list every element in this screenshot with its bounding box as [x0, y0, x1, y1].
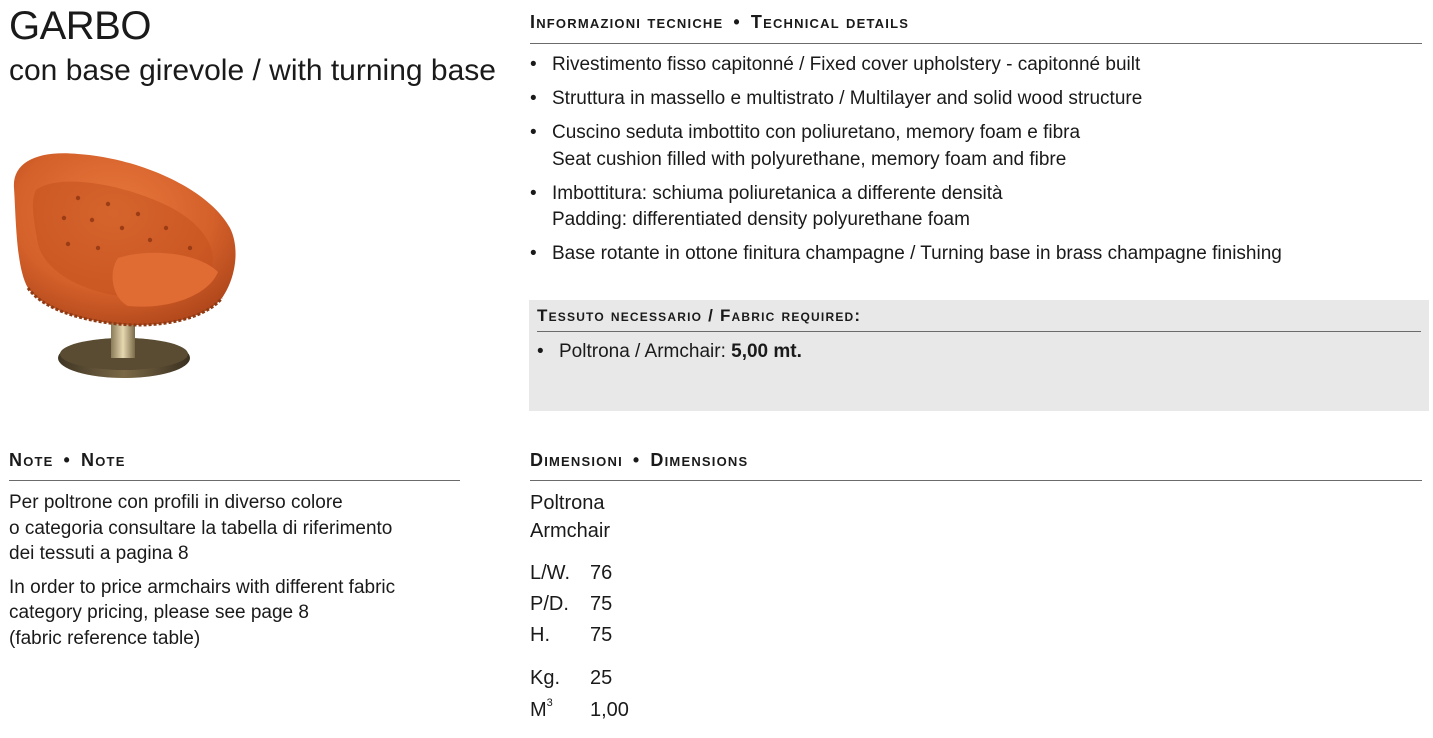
note-line: category pricing, please see page 8 [9, 602, 309, 623]
dim-value: 75 [590, 624, 613, 646]
dimensions-heading [530, 449, 748, 471]
notes-heading-en: Note [81, 450, 126, 470]
dim-value: 76 [590, 562, 613, 584]
technical-list [530, 52, 1425, 275]
dimensions-heading-en: Dimensions [650, 450, 749, 470]
fabric-item [537, 339, 802, 365]
dim-volume-unit: M [530, 699, 547, 721]
dim-height [530, 621, 612, 649]
technical-item [530, 241, 1425, 268]
technical-item-line: Struttura in massello e multistrato / Multilayer and solid wood structure [552, 88, 1143, 109]
dim-volume [530, 696, 629, 724]
dim-item-it: Poltrona [530, 492, 605, 514]
fabric-item-value: 5,00 mt. [731, 341, 802, 362]
product-title: GARBO [9, 4, 151, 48]
technical-item-line: Rivestimento fisso capitonné / Fixed cover upholstery - capitonné built [552, 54, 1141, 75]
dimensions-rule [530, 480, 1422, 481]
dim-value: 1,00 [590, 699, 629, 721]
technical-item-line: Seat cushion filled with polyurethane, memory foam and fibre [552, 148, 1067, 170]
note-line: o categoria consultare la tabella di riferimento [9, 517, 393, 539]
dim-value: 25 [590, 667, 613, 689]
fabric-heading: Tessuto necessario / Fabric required: [537, 306, 862, 325]
dim-volume-exponent: 3 [546, 697, 553, 710]
notes-heading-it: Note [9, 450, 54, 470]
dim-width [530, 559, 612, 587]
dim-depth [530, 590, 612, 618]
bullet: • [537, 341, 544, 362]
notes-body [9, 490, 469, 659]
dim-weight [530, 664, 612, 692]
dim-item-en: Armchair [530, 520, 611, 542]
dimensions-heading-it: Dimensioni [530, 450, 623, 470]
dim-label: Kg. [530, 667, 561, 689]
bullet: • [530, 88, 537, 109]
technical-item [530, 52, 1425, 79]
fabric-required-box [529, 300, 1429, 411]
note-line: dei tessuti a pagina 8 [9, 543, 189, 564]
technical-item [530, 86, 1425, 113]
technical-item [530, 181, 1425, 234]
technical-heading-it: Informazioni tecniche [530, 12, 724, 32]
heading-separator: • [733, 12, 741, 32]
fabric-rule [537, 331, 1421, 332]
bullet: • [530, 122, 537, 143]
note-line: Per poltrone con profili in diverso colore [9, 492, 343, 513]
heading-separator: • [632, 450, 641, 470]
fabric-item-label: Poltrona / Armchair: [559, 341, 726, 362]
technical-item [530, 120, 1425, 173]
heading-separator: • [63, 450, 72, 470]
technical-item-line: Imbottitura: schiuma poliuretanica a differente densità [552, 182, 1003, 204]
product-subtitle: con base girevole / with turning base [9, 54, 496, 87]
technical-rule [530, 43, 1422, 44]
technical-item-line: Cuscino seduta imbottito con poliuretano, memory foam e fibra [552, 122, 1081, 143]
dim-label: P/D. [530, 593, 569, 615]
dim-label: L/W. [530, 562, 571, 584]
dim-value: 75 [590, 593, 613, 615]
dimensions-block [530, 489, 830, 729]
technical-heading-en: Technical details [750, 12, 910, 32]
bullet: • [530, 243, 537, 264]
bullet: • [530, 182, 537, 204]
bullet: • [530, 54, 537, 75]
note-line: (fabric reference table) [9, 627, 201, 649]
note-paragraph-it [9, 490, 469, 567]
notes-rule [9, 480, 460, 481]
technical-details-heading [530, 11, 909, 33]
dim-label [530, 696, 590, 724]
technical-item-line: Padding: differentiated density polyurethane foam [552, 209, 970, 230]
armchair-image [8, 148, 240, 384]
technical-item-line: Base rotante in ottone finitura champagne / Turning base in brass champagne finishing [552, 243, 1282, 264]
dim-label: H. [530, 624, 550, 646]
note-line: In order to price armchairs with different fabric [9, 576, 396, 598]
notes-heading [9, 449, 126, 471]
note-paragraph-en [9, 575, 469, 652]
